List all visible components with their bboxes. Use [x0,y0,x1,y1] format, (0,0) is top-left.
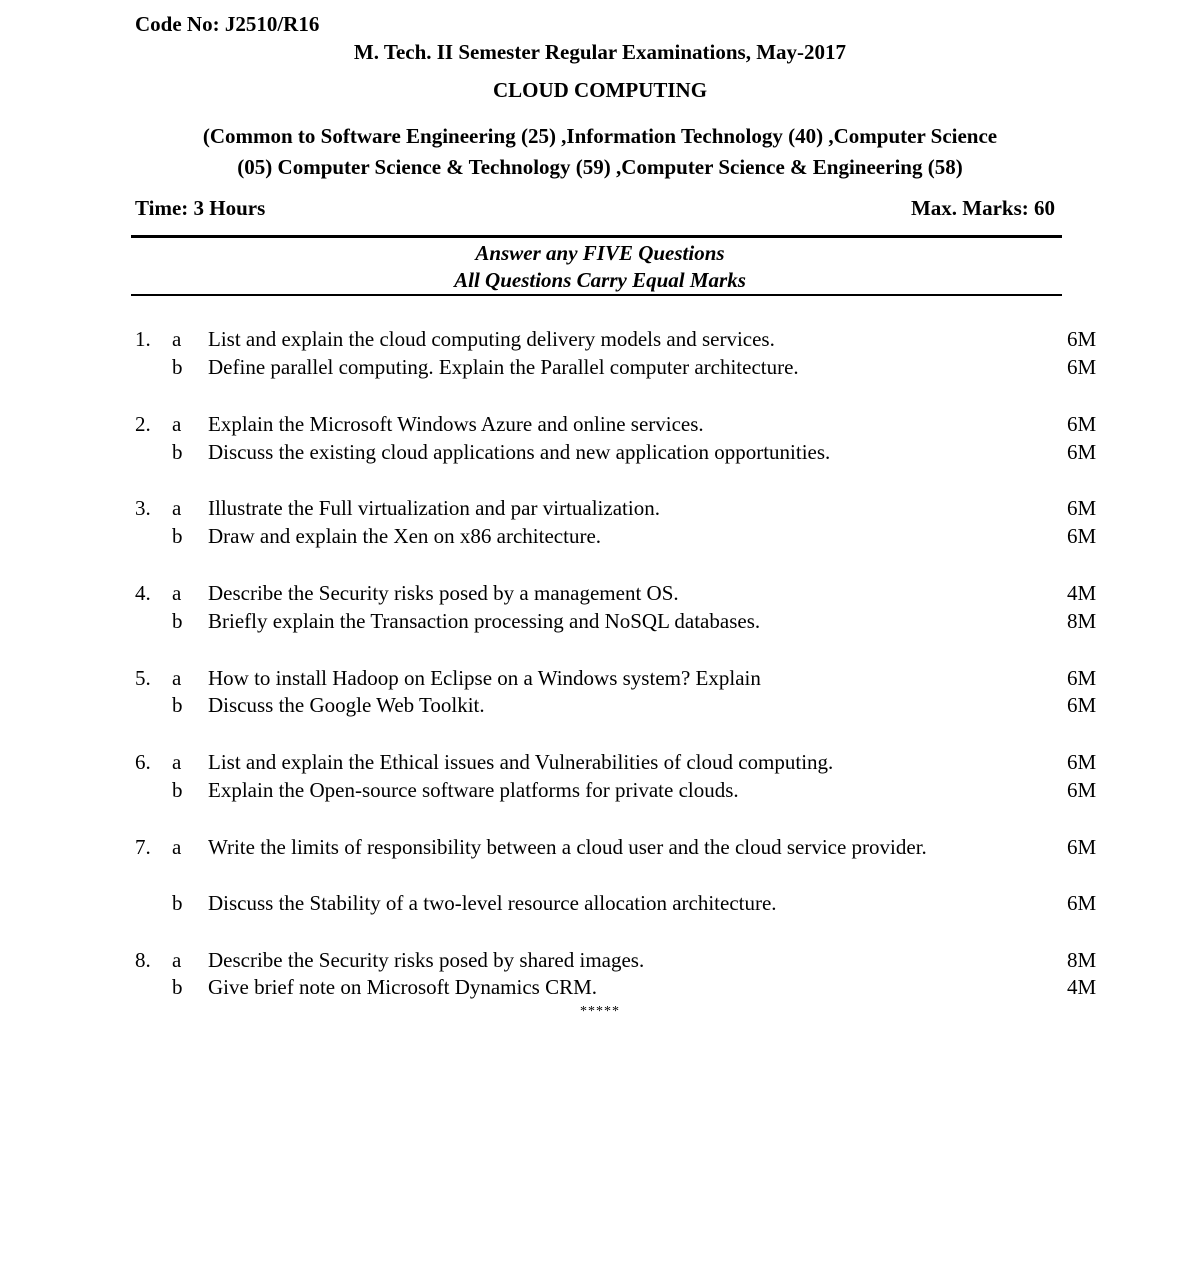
question-part-label: b [172,440,183,464]
header-divider-bottom [131,294,1062,296]
exam-duration: Time: 3 Hours [135,196,266,220]
question-text: Draw and explain the Xen on x86 architecture. [208,524,602,548]
question-text: Define parallel computing. Explain the Parallel computer architecture. [208,355,799,379]
question-text: How to install Hadoop on Eclipse on a Windows system? Explain [208,666,761,690]
instruction-line-2: All Questions Carry Equal Marks [454,268,746,292]
question-number: 8. [135,948,151,972]
question-number: 2. [135,412,151,436]
subject-title: CLOUD COMPUTING [492,78,708,102]
question-text: Discuss the existing cloud applications and new application opportunities. [208,440,831,464]
common-branches-line-1: (Common to Software Engineering (25) ,Information Technology (40) ,Computer Science [202,124,998,148]
question-part-label: a [172,835,182,859]
paper-code: Code No: J2510/R16 [135,12,320,36]
question-text: Explain the Microsoft Windows Azure and online services. [208,412,704,436]
question-text: List and explain the cloud computing delivery models and services. [208,327,775,351]
question-text: Discuss the Stability of a two-level resource allocation architecture. [208,891,777,915]
question-part-label: b [172,693,183,717]
question-marks: 6M [1067,496,1097,520]
common-branches [0,121,1200,183]
common-branches-line-2: (05) Computer Science & Technology (59) ,Computer Science & Engineering (58) [237,155,963,179]
question-part-label: b [172,778,183,802]
max-marks: Max. Marks: 60 [910,196,1055,220]
question-part-label: a [172,750,182,774]
question-number: 3. [135,496,151,520]
question-part-label: a [172,412,182,436]
question-number: 1. [135,327,151,351]
question-part-label: b [172,355,183,379]
question-marks: 6M [1067,327,1097,351]
question-part-label: a [172,327,182,351]
question-part-label: a [172,948,182,972]
question-text: Explain the Open-source software platforms for private clouds. [208,778,739,802]
question-part-label: b [172,891,183,915]
question-part-label: a [172,666,182,690]
question-text: Describe the Security risks posed by shared images. [208,948,645,972]
question-marks: 8M [1067,609,1097,633]
end-of-paper-marker: ***** [580,1004,620,1019]
question-number: 4. [135,581,151,605]
question-marks: 6M [1067,778,1097,802]
question-marks: 6M [1067,355,1097,379]
question-marks: 6M [1067,693,1097,717]
question-marks: 8M [1067,948,1097,972]
question-part-label: b [172,524,183,548]
question-marks: 4M [1067,975,1097,999]
question-marks: 6M [1067,750,1097,774]
exam-title: M. Tech. II Semester Regular Examinations, May-2017 [353,40,847,64]
question-text: Give brief note on Microsoft Dynamics CRM. [208,975,598,999]
question-text: Discuss the Google Web Toolkit. [208,693,485,717]
question-text: List and explain the Ethical issues and Vulnerabilities of cloud computing. [208,750,834,774]
question-marks: 6M [1067,524,1097,548]
question-marks: 6M [1067,835,1097,859]
question-text: Describe the Security risks posed by a management OS. [208,581,679,605]
question-number: 6. [135,750,151,774]
question-text: Write the limits of responsibility between a cloud user and the cloud service provider. [208,835,927,859]
header-divider-top [131,235,1062,238]
question-marks: 6M [1067,412,1097,436]
question-part-label: b [172,609,183,633]
question-marks: 6M [1067,891,1097,915]
instructions [0,240,1200,294]
question-text: Briefly explain the Transaction processing and NoSQL databases. [208,609,761,633]
question-marks: 6M [1067,440,1097,464]
question-text: Illustrate the Full virtualization and par virtualization. [208,496,660,520]
question-part-label: b [172,975,183,999]
question-marks: 6M [1067,666,1097,690]
question-number: 7. [135,835,151,859]
instruction-line-1: Answer any FIVE Questions [475,241,725,265]
question-marks: 4M [1067,581,1097,605]
question-part-label: a [172,581,182,605]
question-number: 5. [135,666,151,690]
question-part-label: a [172,496,182,520]
